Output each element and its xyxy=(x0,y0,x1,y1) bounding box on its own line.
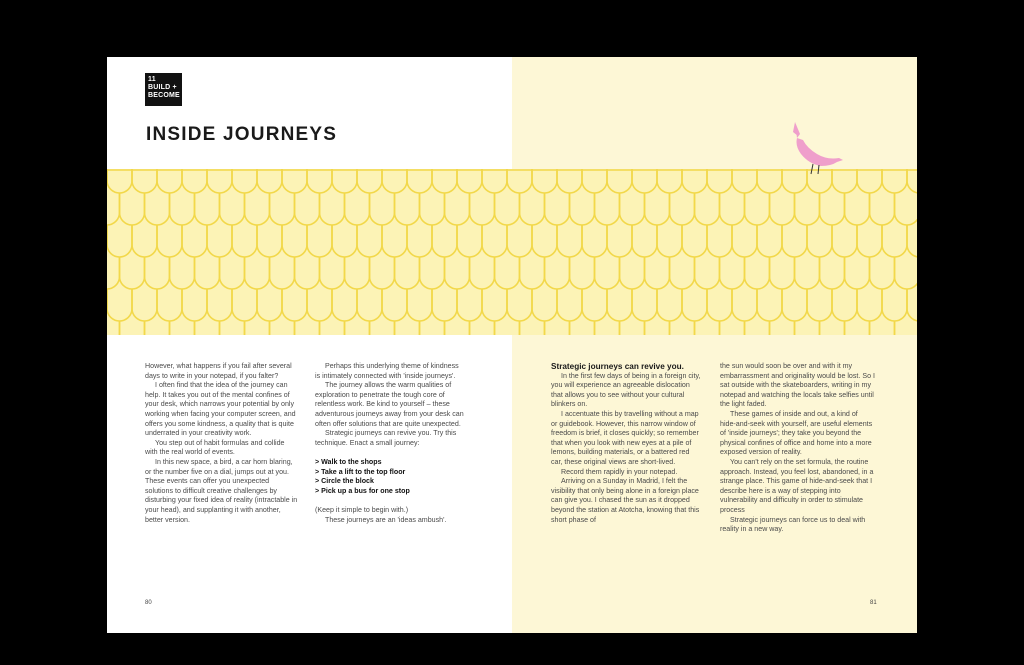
paragraph: The journey allows the warm qualities of exploration to penetrate the tough core of relentless work. Be kind to yourself – these adventurous journeys away from your desk can often offer solutions that are quite unexpected. xyxy=(315,381,464,428)
paragraph: However, what happens if you fail after several days to write in your notepad, if you falter? xyxy=(145,362,292,380)
subheading: Strategic journeys can revive you. xyxy=(551,362,684,371)
list-item: > Walk to the shops xyxy=(315,457,382,466)
paragraph: the sun would soon be over and with it my embarrassment and originality would be lost. So I sat outside with the skateboarders, writing in my notepad and watching the locals take selfies until the light faded. xyxy=(720,362,875,409)
page-number-left: 80 xyxy=(145,600,152,606)
roof-tiles-illustration xyxy=(107,169,917,335)
paragraph: Strategic journeys can force us to deal with reality in a new way. xyxy=(720,515,866,534)
paragraph: In the first few days of being in a foreign city, you will experience an agreeable dislocation that allows you to see without your cultural blinkers on. xyxy=(551,371,701,409)
section-number: 11 xyxy=(148,76,156,83)
section-tag xyxy=(145,73,182,106)
paragraph: Perhaps this underlying theme of kindness is intimately connected with 'inside journeys'. xyxy=(315,362,459,380)
body-column-4 xyxy=(720,362,875,535)
list-item: > Pick up a bus for one stop xyxy=(315,486,410,495)
paragraph: In this new space, a bird, a car horn blaring, or the number five on a dial, jumps out at you. These events can offer you unexpected solutions to difficult creative challenges by disturbing your fixed idea of reality (intractable in your head), and supplanting it with another, better version. xyxy=(145,457,298,524)
paragraph: I accentuate this by travelling without a map or guidebook. However, this narrow window of freedom is brief, it closes quickly; so remember that when you look with new eyes at a pile of lemons, building materials, or a battered red car, these original views are short-lived. xyxy=(551,409,699,466)
body-column-1 xyxy=(145,362,298,525)
paragraph: You can't rely on the set formula, the routine approach. Instead, you feel lost, abandoned, in a strange place. This game of hide-and-seek that I describe here is a way of stepping into vulnerability and difficulty in order to stimulate process xyxy=(720,457,874,514)
body-column-3 xyxy=(551,362,701,525)
list-item: > Take a lift to the top floor xyxy=(315,467,406,476)
right-page xyxy=(512,57,917,633)
paragraph: You step out of habit formulas and collide with the real world of events. xyxy=(145,438,285,457)
section-label-line2: BECOME xyxy=(148,92,180,99)
paragraph: Strategic journeys can revive you. Try this technique. Enact a small journey: xyxy=(315,429,457,447)
page-title: INSIDE JOURNEYS xyxy=(146,124,338,145)
paragraph: I often find that the idea of the journey can help. It takes you out of the mental confines of your desk, which narrows your potential by only working when facing your computer screen, and offers you some kindness, a quality that is quite underrated in your creativity work. xyxy=(145,381,296,438)
paragraph: Arriving on a Sunday in Madrid, I felt the visibility that only being alone in a foreign place can give you. I chased the sun as it dropped beyond the station at Atotcha, knowing that this short phase of xyxy=(551,477,700,524)
list-item: > Circle the block xyxy=(315,477,374,486)
section-label-line1: BUILD + xyxy=(148,84,177,91)
paragraph: These games of inside and out, a kind of hide-and-seek with yourself, are useful elements of 'inside journeys'; they take you beyond the physical confines of office and home into a more exposed version of reality. xyxy=(720,409,873,457)
bird-icon xyxy=(787,118,847,176)
paragraph: Record them rapidly in your notepad. xyxy=(561,467,678,476)
journey-list xyxy=(315,458,465,496)
paragraph: (Keep it simple to begin with.) xyxy=(315,505,409,514)
page-number-right: 81 xyxy=(870,600,877,606)
body-column-2 xyxy=(315,362,465,525)
paragraph: These journeys are an 'ideas ambush'. xyxy=(325,515,447,524)
